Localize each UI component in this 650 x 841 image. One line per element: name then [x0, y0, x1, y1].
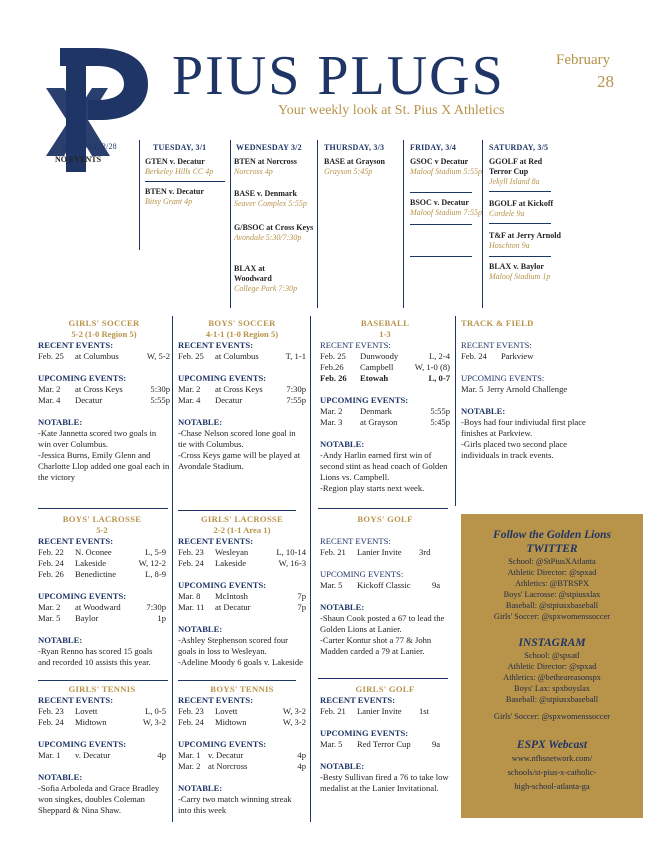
notable-label: NOTABLE:: [38, 772, 83, 782]
result-row: Feb. 25 at Columbus T, 1-1: [178, 351, 306, 361]
notable-label: NOTABLE:: [38, 635, 83, 645]
instagram-handle[interactable]: Baseball: @stpiusxbaseball: [505, 695, 599, 704]
result-row: Feb.26 Campbell W, 1-0 (8): [320, 362, 450, 372]
day-header-friday: FRIDAY, 3/4: [410, 143, 457, 152]
column-divider: [310, 316, 311, 822]
upcoming-label: UPCOMING EVENTS:: [178, 739, 267, 749]
day-header-saturday: SATURDAY, 3/5: [489, 143, 549, 152]
twitter-handle[interactable]: School: @StPiusXAtlanta: [508, 557, 596, 566]
section-girls-soccer: [38, 318, 170, 483]
recent-label: RECENT EVENTS:: [320, 340, 391, 350]
result-row: Feb. 21 Lanier Invite 1st: [320, 706, 430, 716]
section-title: GIRLS' GOLF: [355, 684, 415, 694]
upcoming-label: UPCOMING EVENTS:: [320, 569, 404, 579]
social-media-box: [461, 514, 643, 818]
result-row: Feb. 24 Lakeside W, 16-3: [178, 558, 306, 568]
section-title: TRACK & FIELD: [461, 318, 534, 328]
upcoming-label: UPCOMING EVENTS:: [320, 395, 409, 405]
section-title: BOYS' TENNIS: [210, 684, 274, 694]
recent-label: RECENT EVENTS:: [461, 340, 532, 350]
upcoming-label: UPCOMING EVENTS:: [38, 739, 127, 749]
notable-item: -Ryan Renno has scored 15 goals and recorded 10 assists this year.: [38, 646, 153, 667]
issue-day: 28: [597, 72, 614, 91]
calendar-event: GGOLF at Red Terror Cup Jekyll Island 8a: [489, 157, 543, 186]
section-title: BOYS' SOCCER: [208, 318, 276, 328]
result-row: Feb. 25 at Columbus W, 5-2: [38, 351, 170, 361]
day-header-thursday: THURSDAY, 3/3: [324, 143, 385, 152]
notable-label: NOTABLE:: [38, 417, 83, 427]
section-title: BASEBALL: [360, 318, 410, 328]
calendar-divider: [482, 140, 483, 308]
twitter-title: TWITTER: [526, 543, 578, 555]
section-divider: [318, 678, 448, 679]
twitter-handle[interactable]: Athletics: @BTRSPX: [514, 579, 590, 588]
webcast-link[interactable]: www.nfhsnetwork.com/: [511, 754, 593, 763]
schedule-row: Mar. 5 Jerry Arnold Challenge: [461, 384, 568, 394]
schedule-row: Mar. 11 at Decatur 7p: [178, 602, 306, 612]
schedule-row: Mar. 2 Denmark 5:55p: [320, 406, 450, 416]
notable-label: NOTABLE:: [320, 761, 365, 771]
upcoming-label: UPCOMING EVENTS:: [178, 373, 267, 383]
calendar-event: BASE at Grayson Grayson 5:45p: [324, 157, 385, 176]
calendar-event: BLAX at Woodward College Park 7:30p: [234, 264, 298, 293]
notable-item: -Region play starts next week.: [320, 483, 425, 493]
recent-label: RECENT EVENTS:: [178, 695, 254, 705]
result-row: Feb. 23 Lovett W, 3-2: [178, 706, 306, 716]
column-divider: [172, 316, 173, 822]
schedule-row: Mar. 3 at Grayson 5:45p: [320, 417, 450, 427]
result-row: Feb. 26 Benedictine L, 8-9: [38, 569, 166, 579]
twitter-handle[interactable]: Boys' Lacrosse: @stpiusxlax: [503, 590, 601, 599]
notable-item: -Sofia Arboleda and Grace Bradley won singkes, doubles Coleman Sheppard & Nina Shaw.: [38, 783, 160, 815]
notable-label: NOTABLE:: [178, 417, 223, 427]
section-boys-soccer: [178, 318, 306, 472]
schedule-row: Mar. 2 at Cross Keys 7:30p: [178, 384, 306, 394]
section-title: GIRLS' SOCCER: [68, 318, 140, 328]
schedule-row: Mar. 2 at Woodward 7:30p: [38, 602, 166, 612]
schedule-row: Mar. 1 v. Decatur 4p: [38, 750, 166, 760]
section-track-field: [461, 318, 591, 461]
result-row: Feb. 24 Midtown W, 3-2: [38, 717, 166, 727]
instagram-handle[interactable]: Athletics: @betheareasonspx: [503, 673, 601, 682]
newsletter-title: PIUS PLUGS: [172, 45, 505, 107]
schedule-row: Mar. 2 at Norcross 4p: [178, 761, 306, 771]
section-title: BOYS' LACROSSE: [62, 514, 142, 524]
notable-label: NOTABLE:: [178, 624, 223, 634]
day-header-wednesday: WEDNESDAY 3/2: [236, 143, 302, 152]
calendar-event: BASE v. Denmark Seaver Complex 5:55p: [234, 189, 307, 208]
webcast-link[interactable]: high-school-atlanta-ga: [514, 782, 590, 791]
calendar-event: GSOC v Decatur Maloof Stadium 5:55p: [410, 157, 482, 176]
section-title: GIRLS' TENNIS: [68, 684, 136, 694]
result-row: Feb. 22 N. Oconee L, 5-9: [38, 547, 166, 557]
notable-item: -Cross Keys game will be played at Avondale Stadium.: [178, 450, 301, 471]
calendar-divider: [139, 140, 140, 250]
notable-item: -Jessica Burns, Emily Glenn and Charlotte Llop added one goal each in the victory: [38, 450, 170, 482]
schedule-row: Mar. 5 Red Terror Cup 9a: [320, 739, 441, 749]
calendar-event: T&F at Jerry Arnold Hoschton 9a: [489, 231, 561, 250]
notable-item: -Shaun Cook posted a 67 to lead the Golden Lions at Lanier.: [320, 613, 445, 634]
notable-item: -Carter Kontur shot a 77 & John Madden carded a 79 at Lanier.: [320, 635, 432, 656]
notable-item: -Girls placed two second place individuals in track events.: [461, 439, 567, 460]
section-record: 5-2 (1-0 Region 5): [71, 329, 137, 339]
result-row: Feb. 23 Lovett L, 0-5: [38, 706, 166, 716]
upcoming-label: UPCOMING EVENTS:: [461, 373, 545, 383]
schedule-row: Mar. 5 Kickoff Classic 9a: [320, 580, 441, 590]
section-divider: [38, 680, 168, 681]
recent-label: RECENT EVENTS:: [38, 536, 114, 546]
calendar-event: GTEN v. Decatur Berkeley Hills CC 4p: [145, 157, 214, 176]
section-baseball: [320, 318, 450, 494]
twitter-handle[interactable]: Athletic Director: @spxad: [507, 568, 597, 577]
calendar-event: NO EVENTS: [55, 155, 102, 164]
event-divider: [489, 256, 551, 257]
recent-label: RECENT EVENTS:: [38, 340, 114, 350]
section-boys-golf: [320, 514, 450, 657]
issue-month: February: [556, 52, 611, 68]
section-record: 5-2: [96, 525, 108, 535]
event-divider: [489, 223, 551, 224]
notable-label: NOTABLE:: [320, 602, 365, 612]
recent-label: RECENT EVENTS:: [178, 536, 254, 546]
section-girls-tennis: [38, 684, 166, 816]
notable-label: NOTABLE:: [461, 406, 506, 416]
schedule-row: Mar. 5 Baylor 1p: [38, 613, 166, 623]
recent-label: RECENT EVENTS:: [178, 340, 254, 350]
event-divider: [410, 224, 472, 225]
notable-item: -Kate Jannetta scored two goals in win over Columbus.: [38, 428, 157, 449]
notable-label: NOTABLE:: [178, 783, 223, 793]
calendar-event: BTEN at Norcross Norcross 4p: [234, 157, 297, 176]
schedule-row: Mar. 1 v. Decatur 4p: [178, 750, 306, 760]
newsletter-subtitle: Your weekly look at St. Pius X Athletics: [278, 103, 505, 118]
notable-item: -Chase Nelson scored lone goal in tie with Columbus.: [178, 428, 296, 449]
calendar-event: BTEN v. Decatur Bitsy Grant 4p: [145, 187, 204, 206]
section-record: 1-3: [379, 329, 391, 339]
calendar-divider: [230, 140, 231, 308]
schedule-row: Mar. 4 Decatur 7:55p: [178, 395, 306, 405]
event-divider: [489, 191, 551, 192]
calendar-event: BSOC v. Decatur Maloof Stadium 7:55p: [410, 198, 482, 217]
section-girls-golf: [320, 684, 450, 794]
calendar-divider: [317, 140, 318, 308]
notable-item: -Adeline Moody 6 goals v. Lakeside: [178, 657, 303, 667]
result-row: Feb. 25 Dunwoody L, 2-4: [320, 351, 450, 361]
instagram-title: INSTAGRAM: [518, 637, 586, 649]
section-divider: [178, 510, 296, 511]
webcast-link[interactable]: schools/st-pius-x-catholic-: [507, 768, 597, 777]
result-row: Feb. 24 Parkview: [461, 351, 534, 361]
day-header-monday: MONDAY, 2/28: [62, 142, 117, 151]
upcoming-label: UPCOMING EVENTS:: [38, 373, 127, 383]
follow-title: Follow the Golden Lions: [493, 529, 611, 541]
upcoming-label: UPCOMING EVENTS:: [178, 580, 267, 590]
calendar-event: G/BSOC at Cross Keys Avondale 5:30/7:30p: [234, 223, 314, 242]
section-girls-lacrosse: [178, 514, 306, 668]
event-divider: [410, 192, 472, 193]
day-header-tuesday: TUESDAY, 3/1: [153, 143, 207, 152]
instagram-handle[interactable]: Athletic Director: @spxad: [507, 662, 597, 671]
schedule-row: Mar. 8 McIntosh 7p: [178, 591, 306, 601]
result-row: Feb. 26 Etowah L, 0-7: [320, 373, 450, 383]
event-divider: [145, 181, 225, 182]
result-row: Feb. 24 Lakeside W, 12-2: [38, 558, 166, 568]
section-title: GIRLS' LACROSSE: [200, 514, 284, 524]
calendar-event: BGOLF at Kickoff Cordele 9a: [489, 199, 554, 218]
recent-label: RECENT EVENTS:: [38, 695, 114, 705]
section-record: 2-2 (1-1 Area 1): [213, 525, 271, 535]
section-divider: [38, 508, 168, 509]
section-record: 4-1-1 (1-0 Region 5): [205, 329, 279, 339]
result-row: Feb. 23 Wesleyan L, 10-14: [178, 547, 306, 557]
instagram-handle[interactable]: Girls' Soccer: @spxwomenssoccer: [493, 712, 611, 721]
notable-label: NOTABLE:: [320, 439, 365, 449]
result-row: Feb. 21 Lanier Invite 3rd: [320, 547, 431, 557]
calendar-event: BLAX v. Baylor Maloof Stadium 1p: [489, 262, 551, 281]
upcoming-label: UPCOMING EVENTS:: [320, 728, 409, 738]
webcast-title: ESPX Webcast: [516, 739, 588, 751]
schedule-row: Mar. 4 Decatur 5:55p: [38, 395, 170, 405]
schedule-row: Mar. 2 at Cross Keys 5:30p: [38, 384, 170, 394]
section-divider: [178, 680, 296, 681]
section-boys-lacrosse: [38, 514, 166, 668]
notable-item: -Andy Harlin earned first win of second stint as head coach of Golden Lions vs. Campbell.: [320, 450, 448, 482]
section-boys-tennis: [178, 684, 306, 816]
event-divider: [410, 256, 472, 257]
recent-label: RECENT EVENTS:: [320, 536, 391, 546]
result-row: Feb. 24 Midtown W, 3-2: [178, 717, 306, 727]
notable-item: -Carry two match winning streak into this week: [178, 794, 292, 815]
notable-item: -Boys had four indiviudal first place finishes at Parkview.: [461, 417, 586, 438]
section-divider: [318, 508, 448, 509]
twitter-handle[interactable]: Girls' Soccer: @spxwomenssoccer: [493, 612, 611, 621]
instagram-handle[interactable]: Boys' Lax: spxboyslax: [514, 684, 590, 693]
calendar-divider: [403, 140, 404, 308]
upcoming-label: UPCOMING EVENTS:: [38, 591, 127, 601]
instagram-handle[interactable]: School: @spxatl: [524, 651, 580, 660]
notable-item: -Besty Sullivan fired a 76 to take low medalist at the Lanier Invitational.: [320, 772, 449, 793]
recent-label: RECENT EVENTS:: [320, 695, 396, 705]
column-divider: [455, 316, 456, 506]
section-title: BOYS' GOLF: [357, 514, 413, 524]
twitter-handle[interactable]: Baseball: @stpiusxbaseball: [505, 601, 599, 610]
notable-item: -Ashley Stephenson scored four goals in loss to Wesleyan.: [178, 635, 289, 656]
